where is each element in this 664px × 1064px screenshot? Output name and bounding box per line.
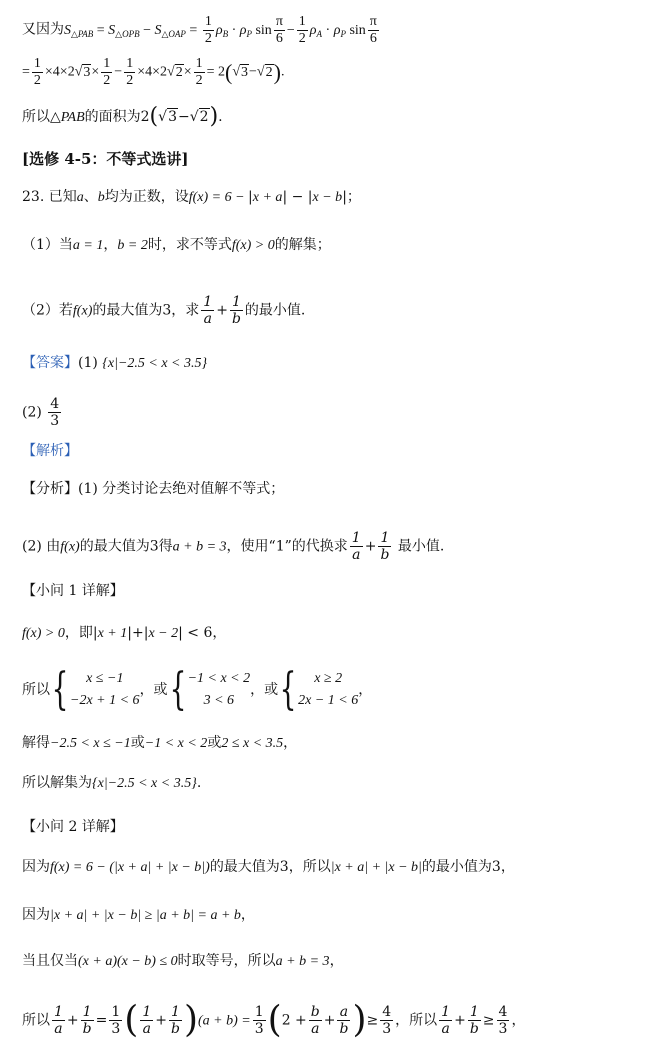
math-part: ，或 xyxy=(250,682,279,698)
answer-label: 【答案】 xyxy=(22,355,78,371)
math-part: −2.5 < x ≤ −1 xyxy=(50,736,131,751)
math-part: b xyxy=(97,190,105,205)
section-title: [选修 4-5：不等式选讲] xyxy=(22,150,189,168)
line-area-conclusion xyxy=(22,106,223,129)
math-part: ) xyxy=(352,999,367,1041)
jiexi-label: 【解析】 xyxy=(22,443,78,459)
math-part: a xyxy=(203,311,212,327)
math-part: + xyxy=(323,1012,336,1029)
math-part: 1 xyxy=(378,530,391,547)
math-part xyxy=(194,56,205,89)
math-part: b xyxy=(310,1004,320,1020)
math-part: | xyxy=(127,625,132,641)
math-part: + xyxy=(66,1012,79,1029)
math-part: ， xyxy=(358,682,373,698)
math-part: 解得 xyxy=(22,735,50,751)
math-part: 2 xyxy=(195,73,203,88)
math-part: （2）若 xyxy=(22,302,73,319)
math-part: S xyxy=(154,22,162,38)
math-part: ρ xyxy=(309,22,317,38)
math-part: | xyxy=(248,189,253,205)
math-part: 2 xyxy=(175,64,183,80)
solution-2-line-2 xyxy=(22,904,255,927)
math-part: 1 xyxy=(204,14,212,29)
math-part: 1 xyxy=(298,14,306,29)
math-part: a xyxy=(352,547,361,563)
solution-2-line-4 xyxy=(22,999,526,1041)
math-part: (a + b) = xyxy=(198,1013,251,1029)
math-part: ) xyxy=(273,59,281,85)
math-part: A xyxy=(316,28,323,39)
math-part: ( xyxy=(149,104,159,129)
math-part: − xyxy=(287,189,308,205)
math-part xyxy=(32,56,43,89)
math-part: 1 xyxy=(351,530,361,546)
math-part: 2 xyxy=(103,73,111,88)
math-part: x ≤ −1 xyxy=(86,671,124,686)
math-part: ，即 xyxy=(64,625,93,641)
math-part: x − b xyxy=(312,190,343,205)
math-part: b = 2 xyxy=(117,238,148,253)
analysis-1 xyxy=(22,478,284,500)
math-part: 4 xyxy=(382,1004,392,1020)
math-part: 的面积为2 xyxy=(84,109,150,125)
fraction xyxy=(297,14,308,47)
math-part: a xyxy=(54,1021,63,1037)
math-part: {x|−2.5 < x < 3.5} xyxy=(92,776,197,791)
solution-1-result xyxy=(22,772,201,795)
math-part: { xyxy=(279,664,297,715)
math-part: − xyxy=(177,109,190,125)
answer-part-1 xyxy=(22,352,207,375)
math-part xyxy=(253,1004,266,1037)
math-part: | xyxy=(178,625,183,641)
math-part: ≥ xyxy=(482,1012,495,1029)
analysis-2 xyxy=(22,530,444,563)
math-part: 1 xyxy=(169,1004,182,1021)
math-part: · xyxy=(325,22,331,38)
math-part xyxy=(101,56,112,89)
math-part: ( xyxy=(225,59,233,85)
math-part: 的最大值为3得 xyxy=(79,538,173,555)
math-part xyxy=(309,1004,322,1037)
math-part: − xyxy=(249,64,257,80)
math-part: 2 ≤ x < 3.5 xyxy=(221,736,284,751)
math-part: √2 xyxy=(167,64,183,80)
math-part: P xyxy=(340,28,346,39)
math-part xyxy=(64,14,381,46)
math-part: 最小值. xyxy=(393,538,445,555)
math-part: x ≥ 2 xyxy=(314,671,343,686)
math-part: + xyxy=(131,625,144,641)
math-part: (2) 由 xyxy=(22,538,61,555)
fraction xyxy=(203,14,214,47)
math-part: 因为 xyxy=(22,859,50,875)
math-part: b xyxy=(82,1021,92,1037)
math-part xyxy=(124,56,135,89)
math-part: f(x) > 0 xyxy=(231,238,275,253)
math-part: −1 < x < 2 xyxy=(144,736,208,751)
math-part: f(x) = 6 − xyxy=(188,190,249,205)
math-part: (x + a)(x − b) ≤ 0 xyxy=(78,954,178,969)
math-part: × xyxy=(91,64,100,80)
math-part xyxy=(497,1004,510,1037)
math-part xyxy=(298,668,358,712)
math-part xyxy=(52,1004,65,1037)
math-part xyxy=(169,1004,182,1037)
math-part: f(x) xyxy=(72,303,93,319)
math-part xyxy=(350,530,363,563)
text: 又因为 xyxy=(22,21,64,38)
math-part: 1 xyxy=(81,1004,94,1021)
math-part: a xyxy=(441,1021,450,1037)
math-part: 1 xyxy=(33,56,41,71)
math-part: 3 xyxy=(241,64,249,80)
math-part: 1 xyxy=(203,294,213,310)
math-part: ρ xyxy=(239,22,247,38)
line-area-computation xyxy=(22,56,284,89)
math-part: f(x) > 0 xyxy=(22,626,65,641)
math-part: − xyxy=(286,22,295,38)
math-part: 2 xyxy=(298,31,306,46)
math-part: √2 xyxy=(256,64,273,80)
math-part: ≥ xyxy=(366,1012,379,1029)
math-part: ， xyxy=(511,1012,526,1029)
math-part: 4 xyxy=(50,396,60,412)
math-part: x − 2 xyxy=(148,626,179,641)
math-part: ，或 xyxy=(139,682,168,698)
math-part: B xyxy=(222,28,229,39)
math-part: | xyxy=(143,625,149,641)
math-part: 2 xyxy=(265,64,273,80)
math-part: 1 xyxy=(254,1004,264,1020)
math-part: 6 xyxy=(275,31,283,46)
math-part: 因为 xyxy=(22,907,50,923)
math-part: 2 xyxy=(204,31,212,46)
math-part: 的最小值为3， xyxy=(421,859,515,875)
math-part: b xyxy=(170,1021,180,1037)
question-part-2 xyxy=(22,294,305,327)
math-part: b xyxy=(339,1021,349,1037)
math-part: 均为正数，设 xyxy=(104,189,189,205)
math-part: ，所以 xyxy=(395,1012,438,1029)
math-part: 1 xyxy=(142,1004,152,1020)
math-part: P xyxy=(246,28,252,39)
math-part: 的解集； xyxy=(274,237,331,253)
math-part xyxy=(140,1004,153,1037)
math-part: −2x + 1 < 6 xyxy=(70,693,140,708)
math-part: 所以 xyxy=(22,1012,50,1029)
math-part: b xyxy=(469,1021,479,1037)
math-part: S xyxy=(108,22,116,38)
math-part: ， xyxy=(240,907,255,923)
math-part xyxy=(439,1004,452,1037)
math-part: (1) 分类讨论去绝对值解不等式； xyxy=(78,481,285,497)
math-part: − xyxy=(143,22,151,38)
math-part: ， xyxy=(329,953,344,969)
math-part: { xyxy=(169,664,186,715)
subquestion-1-title: 【小问 1 详解】 xyxy=(22,583,124,599)
math-part: 1 xyxy=(54,1004,63,1020)
math-part: 3 xyxy=(382,1021,392,1037)
math-part: · xyxy=(231,22,237,38)
math-part: √2 xyxy=(189,109,209,125)
math-part: − xyxy=(114,64,123,80)
math-part xyxy=(81,1004,94,1037)
math-part: a xyxy=(311,1021,320,1037)
math-part xyxy=(380,1004,393,1037)
math-part: . xyxy=(196,775,202,791)
fraction xyxy=(274,14,285,47)
math-part: < 6， xyxy=(182,625,227,641)
subquestion-2-title: 【小问 2 详解】 xyxy=(22,819,124,835)
math-part: = xyxy=(189,22,198,38)
math-part: |x + a| + |x − b| xyxy=(330,860,422,875)
math-part: 时，求不等式 xyxy=(147,237,232,253)
math-part: + xyxy=(454,1012,466,1029)
math-part: = xyxy=(95,1012,108,1029)
math-part: a + b = 3 xyxy=(275,954,330,969)
math-part: a xyxy=(337,1004,350,1021)
math-part: 1 xyxy=(441,1004,451,1020)
math-part: x + a xyxy=(252,190,283,205)
math-part: 或 xyxy=(207,735,222,751)
math-part: | xyxy=(307,189,313,205)
math-part: 1 xyxy=(103,56,111,71)
math-part: 1 xyxy=(195,56,203,71)
math-part: 3 xyxy=(254,1021,264,1037)
solution-1-systems xyxy=(22,664,373,715)
math-part: 当且仅当 xyxy=(22,953,78,969)
math-part: △PAB xyxy=(71,28,94,39)
math-part: | xyxy=(282,189,288,205)
math-part xyxy=(337,1004,350,1037)
math-part: S xyxy=(64,22,71,38)
math-part: a xyxy=(76,190,84,205)
math-part: 2 xyxy=(33,73,41,88)
math-part xyxy=(230,294,243,327)
math-part: 3 < 6 xyxy=(203,693,235,708)
math-part: 、 xyxy=(83,189,98,205)
math-part: 时取等号，所以 xyxy=(177,953,276,969)
math-part: 的最大值为3，求 xyxy=(92,302,200,319)
math-part: 3 xyxy=(168,109,177,125)
math-part: ，使用“1”的代换求 xyxy=(226,538,348,555)
math-part: 【分析】 xyxy=(22,481,78,497)
math-part: △PAB xyxy=(50,110,85,125)
math-part: b xyxy=(231,311,241,327)
math-part: 1 xyxy=(230,294,243,311)
math-part: ( xyxy=(267,999,282,1041)
math-part: f(x) xyxy=(60,539,80,555)
math-part: ×4×2 xyxy=(137,64,167,80)
math-part: △OAP xyxy=(161,28,186,39)
math-part: = 2 xyxy=(206,64,225,80)
math-part: ) xyxy=(209,104,219,129)
line-area-formula xyxy=(22,14,381,47)
math-part: ρ xyxy=(215,22,223,38)
solution-2-line-3 xyxy=(22,950,344,973)
math-part: √3 xyxy=(74,64,91,80)
math-part: ， xyxy=(283,735,298,751)
math-part: √3 xyxy=(232,64,249,80)
math-part: a + b = 3 xyxy=(172,539,227,555)
math-part: 3 xyxy=(50,413,60,429)
math-part: 2 xyxy=(199,109,209,125)
math-part: × xyxy=(183,64,192,80)
math-part: 的最大值为3，所以 xyxy=(209,859,331,875)
math-part: sin xyxy=(349,22,366,38)
math-part: a xyxy=(142,1021,151,1037)
math-part xyxy=(468,1004,481,1037)
math-part: ， xyxy=(103,237,118,253)
fraction xyxy=(368,14,379,47)
math-part: 1 xyxy=(468,1004,481,1021)
math-part xyxy=(188,668,251,712)
math-part xyxy=(378,530,391,563)
math-part: 3 xyxy=(111,1021,121,1037)
math-part xyxy=(201,294,214,327)
math-part: 1 xyxy=(111,1004,121,1020)
math-part: 已知 xyxy=(48,189,77,205)
math-part: 2 xyxy=(126,73,134,88)
math-part: ρ xyxy=(333,22,341,38)
math-part: = xyxy=(96,22,105,38)
math-part: f(x) = 6 − (|x + a| + |x − b|) xyxy=(50,860,210,875)
solution-1-ranges xyxy=(22,732,297,755)
math-part: √3 xyxy=(158,109,177,125)
math-part: π xyxy=(369,14,377,29)
question-part-1 xyxy=(22,234,331,257)
math-part: △OPB xyxy=(115,28,140,39)
math-part: { xyxy=(51,664,69,715)
math-part: −1 < x < 2 xyxy=(187,671,251,686)
math-part: 2 + xyxy=(281,1012,307,1029)
math-part: (1) xyxy=(78,355,103,371)
math-part: x + 1 xyxy=(97,626,128,641)
math-part: 的最小值. xyxy=(244,302,306,319)
math-part: 3 xyxy=(83,64,91,80)
math-part: 1 xyxy=(126,56,134,71)
math-part: b xyxy=(380,547,390,563)
answer-part-2 xyxy=(22,396,63,429)
math-part: 3 xyxy=(498,1021,508,1037)
math-part: ( xyxy=(124,999,139,1041)
math-part: . xyxy=(218,109,223,125)
math-part: 4 xyxy=(498,1004,508,1020)
math-part: sin xyxy=(255,22,272,38)
math-part: ； xyxy=(346,189,361,205)
math-part: 2x − 1 < 6 xyxy=(298,693,359,708)
math-part: + xyxy=(155,1012,167,1029)
math-part: + xyxy=(364,538,377,555)
math-part: ×4×2 xyxy=(44,64,75,80)
math-part: 所以 xyxy=(22,682,50,698)
question-23 xyxy=(22,186,361,209)
math-part: （1）当 xyxy=(22,237,73,253)
math-part: 所以 xyxy=(22,109,50,125)
math-part: {x|−2.5 < x < 3.5} xyxy=(102,356,208,371)
math-part: + xyxy=(216,302,228,319)
math-part: | xyxy=(92,625,98,641)
math-part: a = 1 xyxy=(72,238,104,253)
math-part: 所以解集为 xyxy=(22,775,92,791)
math-part: 或 xyxy=(130,735,145,751)
math-part xyxy=(48,396,61,429)
math-part: |x + a| + |x − b| ≥ |a + b| = a + b xyxy=(50,908,241,923)
math-part xyxy=(109,1004,122,1037)
math-part: π xyxy=(275,14,283,29)
math-part: | xyxy=(342,189,347,205)
math-part: = xyxy=(22,64,30,80)
solution-2-line-1 xyxy=(22,856,515,879)
math-part: (2) xyxy=(22,404,47,421)
math-part: 6 xyxy=(369,31,377,46)
solution-1-line-1 xyxy=(22,622,226,645)
math-part xyxy=(70,668,140,712)
math-part: . xyxy=(280,64,285,80)
math-part: 23. xyxy=(22,189,45,205)
math-part: ) xyxy=(183,999,198,1041)
